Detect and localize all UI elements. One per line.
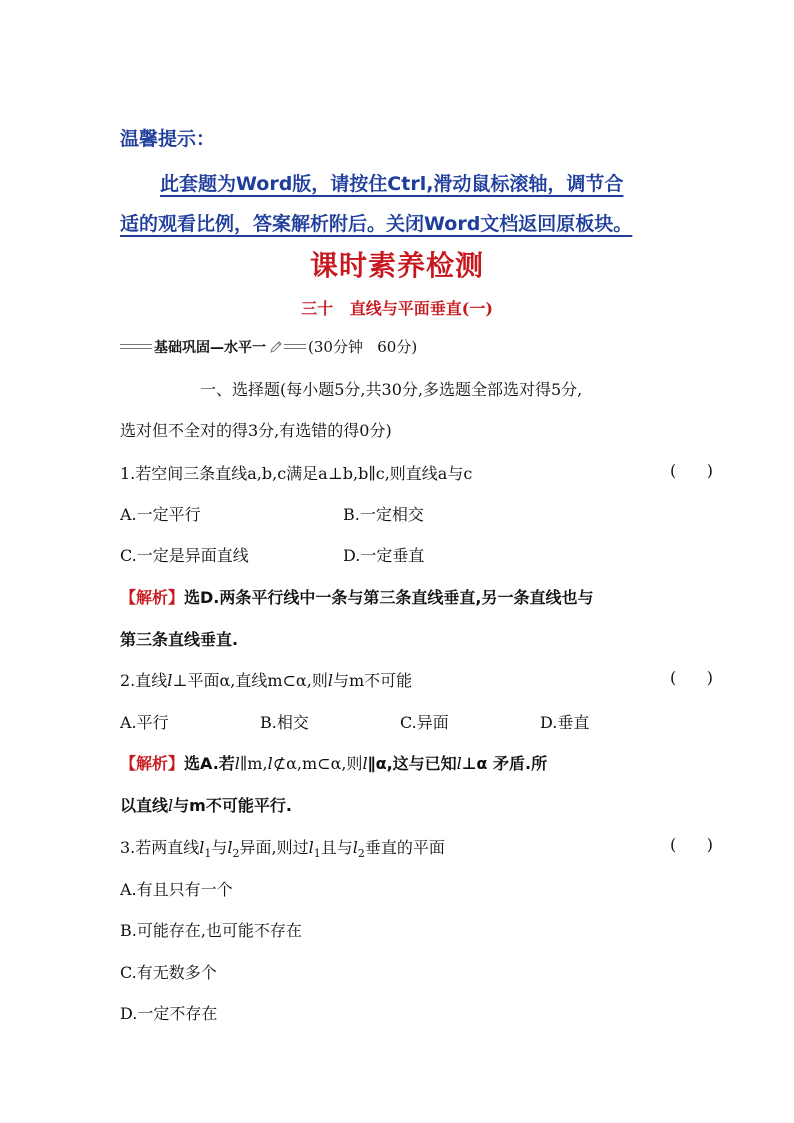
q1-analysis-line-2: 第三条直线垂直. <box>120 630 239 649</box>
q2-an-4: ∥α,这与已知 <box>367 754 457 773</box>
q3-sub1: 1 <box>204 847 212 861</box>
section-header <box>120 336 417 357</box>
double-rule-left <box>120 344 152 349</box>
q3-option-a: A.有且只有一个 <box>120 880 233 899</box>
q2-an-2: ∥m, <box>239 754 268 773</box>
q1-option-b: B.一定相交 <box>343 505 424 524</box>
lesson-subtitle: 三十 直线与平面垂直(一) <box>301 299 493 318</box>
q2-an-l-3: l <box>362 754 368 773</box>
q1-analysis-text: 选D.两条平行线中一条与第三条直线垂直,另一条直线也与 <box>184 588 594 607</box>
q3-l1: l <box>199 838 205 857</box>
q2-var-l-2: l <box>327 671 333 690</box>
q3-s4: 且与 <box>320 838 353 857</box>
q1-option-c: C.一定是异面直线 <box>120 546 249 565</box>
q2-an-6: 以直线 <box>120 796 169 815</box>
q2-analysis-line-2 <box>120 793 292 816</box>
q3-answer-paren: ( ) <box>670 835 713 854</box>
q2-an-5: ⊥α 矛盾.所 <box>461 754 548 773</box>
q2-analysis <box>120 751 547 774</box>
q1-option-a: A.一定平行 <box>120 505 201 524</box>
q2-stem-post: 与m不可能 <box>332 671 413 690</box>
q3-option-c: C.有无数多个 <box>120 963 217 982</box>
tip-title: 温馨提示： <box>120 128 216 150</box>
q3-s3: 异面,则过 <box>239 838 309 857</box>
q2-var-l: l <box>167 671 173 690</box>
section-time: (30分钟 60分) <box>308 338 418 356</box>
q3-l4: l <box>352 838 358 857</box>
q1-stem: 1.若空间三条直线a,b,c满足a⊥b,b∥c,则直线a与c <box>120 464 473 483</box>
q3-sub3: 1 <box>313 847 321 861</box>
q2-option-c: C.异面 <box>400 713 449 732</box>
q1-analysis-tag: 【解析】 <box>120 588 185 607</box>
instructions-line-1: 一、选择题(每小题5分,共30分,多选题全部选对得5分, <box>200 380 583 399</box>
q3-option-d: D.一定不存在 <box>120 1004 218 1023</box>
q1-option-d: D.一定垂直 <box>343 546 425 565</box>
q1-analysis <box>120 585 593 608</box>
q3-s2: 与 <box>211 838 228 857</box>
double-rule-right <box>284 344 306 349</box>
q3-s5: 垂直的平面 <box>364 838 445 857</box>
q2-an-l-1: l <box>234 754 240 773</box>
q1-answer-paren: ( ) <box>670 461 713 480</box>
q2-an-1: 选A.若 <box>184 754 235 773</box>
q2-an-7: 与m不可能平行. <box>173 796 292 815</box>
q2-an-l-4: l <box>456 754 462 773</box>
q3-l2: l <box>227 838 233 857</box>
pencil-icon <box>269 340 283 354</box>
tip-line-1: 此套题为Word版，请按住Ctrl,滑动鼠标滚轴，调节合 <box>160 173 624 195</box>
q2-an-l-2: l <box>267 754 273 773</box>
q2-an-l-5: l <box>168 796 174 815</box>
q2-option-a: A.平行 <box>120 713 169 732</box>
section-label: 基础巩固—水平一 <box>154 339 266 356</box>
q3-option-b: B.可能存在,也可能不存在 <box>120 921 302 940</box>
q3-sub4: 2 <box>357 847 365 861</box>
q3-sub2: 2 <box>232 847 240 861</box>
q2-answer-paren: ( ) <box>670 668 713 687</box>
q2-stem-pre: 2.直线 <box>120 671 168 690</box>
q2-an-3: ⊄α,m⊂α,则 <box>272 754 363 773</box>
q2-stem-mid: ⊥平面α,直线m⊂α,则 <box>172 671 328 690</box>
q2-option-d: D.垂直 <box>540 713 590 732</box>
page-title: 课时素养检测 <box>309 249 484 282</box>
instructions-line-2: 选对但不全对的得3分,有选错的得0分) <box>120 421 392 440</box>
q3-l3: l <box>308 838 314 857</box>
q2-option-b: B.相交 <box>260 713 309 732</box>
q3-s1: 3.若两直线 <box>120 838 200 857</box>
tip-line-2: 适的观看比例，答案解析附后。关闭Word文档返回原板块。 <box>120 213 633 235</box>
q2-analysis-tag: 【解析】 <box>120 754 185 773</box>
q2-stem <box>120 668 412 691</box>
q3-stem <box>120 835 445 860</box>
